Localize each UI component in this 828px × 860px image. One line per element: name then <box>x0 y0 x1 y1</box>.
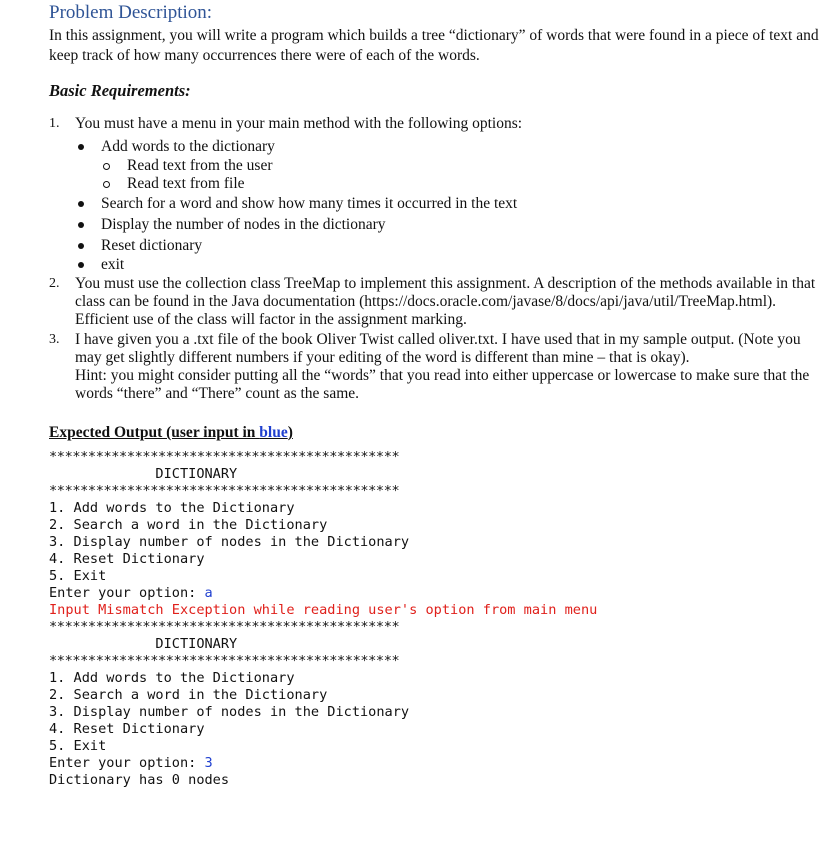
requirement-item <box>49 331 819 403</box>
bullet-item <box>75 256 819 273</box>
bullet-item <box>75 214 819 235</box>
requirement-text: You must have a menu in your main method with the following options: <box>75 115 523 132</box>
requirement-item <box>49 275 819 329</box>
requirement-text: I have given you a .txt file of the book Oliver Twist called oliver.txt. I have used that in my sample output. (Note you may get slightly different numbers if your editing of the word is different than mine – that is okay). <box>75 331 801 366</box>
console-header: DICTIONARY <box>49 466 238 482</box>
error-message: Input Mismatch Exception while reading user's option from main menu <box>49 602 598 618</box>
item-number: 1. <box>49 116 60 131</box>
sub-bullet-item <box>75 175 819 193</box>
stars-divider: ********************************************* <box>49 653 400 669</box>
requirement-item <box>49 115 819 273</box>
menu-line: 5. Exit <box>49 738 107 754</box>
user-input: 3 <box>204 755 213 771</box>
bullet-text: Add words to the dictionary <box>101 138 275 155</box>
stars-divider: ********************************************* <box>49 449 400 465</box>
item-number: 2. <box>49 276 60 291</box>
stars-divider: ********************************************* <box>49 619 400 635</box>
expected-output-heading <box>49 423 819 443</box>
requirement-text: You must use the collection class TreeMap to implement this assignment. A description of the methods available in that class can be found in the Java documentation (https://docs.oracle.com/javase/8/docs/api/java/util/TreeMap.html). Efficient use of the class will factor in the assignment marking. <box>75 275 816 328</box>
console-header: DICTIONARY <box>49 636 238 652</box>
prompt-text: Enter your option: <box>49 585 205 601</box>
menu-line: 5. Exit <box>49 568 107 584</box>
sub-bullet-text: Read text from the user <box>127 157 273 174</box>
bullet-text: Search for a word and show how many times it occurred in the text <box>101 195 518 212</box>
sub-bullet-item <box>75 157 819 175</box>
menu-line: 4. Reset Dictionary <box>49 551 205 567</box>
sub-bullet-text: Read text from file <box>127 175 245 192</box>
hint-text: Hint: you might consider putting all the “words” that you read into either uppercase or lowercase to make sure that the words “there” and “There” count as the same. <box>75 367 810 402</box>
item-number: 3. <box>49 332 60 347</box>
bullet-text: Reset dictionary <box>101 237 203 254</box>
document-page <box>49 0 819 789</box>
menu-line: 1. Add words to the Dictionary <box>49 670 295 686</box>
expected-heading-blue: blue <box>259 424 288 441</box>
bullet-icon <box>78 243 84 249</box>
intro-paragraph: In this assignment, you will write a program which builds a tree “dictionary” of words that were found in a piece of text and keep track of how many occurrences there were of each of the words. <box>49 27 819 64</box>
bullet-text: exit <box>101 256 125 273</box>
result-line: Dictionary has 0 nodes <box>49 772 230 788</box>
menu-line: 3. Display number of nodes in the Dictionary <box>49 534 410 550</box>
prompt-text: Enter your option: <box>49 755 205 771</box>
prompt-line <box>49 755 819 772</box>
prompt-line <box>49 585 819 602</box>
bullet-icon <box>78 144 84 150</box>
menu-line: 1. Add words to the Dictionary <box>49 500 295 516</box>
stars-divider: ********************************************* <box>49 483 400 499</box>
requirements-list <box>49 115 819 403</box>
bullet-item <box>75 193 819 214</box>
bullet-item <box>75 136 819 193</box>
menu-line: 3. Display number of nodes in the Dictionary <box>49 704 410 720</box>
bullet-icon <box>78 262 84 268</box>
user-input: a <box>204 585 213 601</box>
expected-heading-suffix: ) <box>287 424 293 441</box>
circle-bullet-icon <box>103 163 110 170</box>
page-title: Problem Description: <box>49 2 213 23</box>
console-output <box>49 449 819 789</box>
sub-options-list <box>101 157 819 193</box>
requirements-heading: Basic Requirements: <box>49 81 191 100</box>
bullet-icon <box>78 222 84 228</box>
menu-line: 2. Search a word in the Dictionary <box>49 687 328 703</box>
bullet-item <box>75 235 819 256</box>
menu-line: 4. Reset Dictionary <box>49 721 205 737</box>
bullet-text: Display the number of nodes in the dictionary <box>101 216 386 233</box>
bullet-icon <box>78 201 84 207</box>
menu-options-list <box>75 136 819 273</box>
menu-line: 2. Search a word in the Dictionary <box>49 517 328 533</box>
expected-heading-text: Expected Output (user input in <box>49 424 260 441</box>
circle-bullet-icon <box>103 181 110 188</box>
